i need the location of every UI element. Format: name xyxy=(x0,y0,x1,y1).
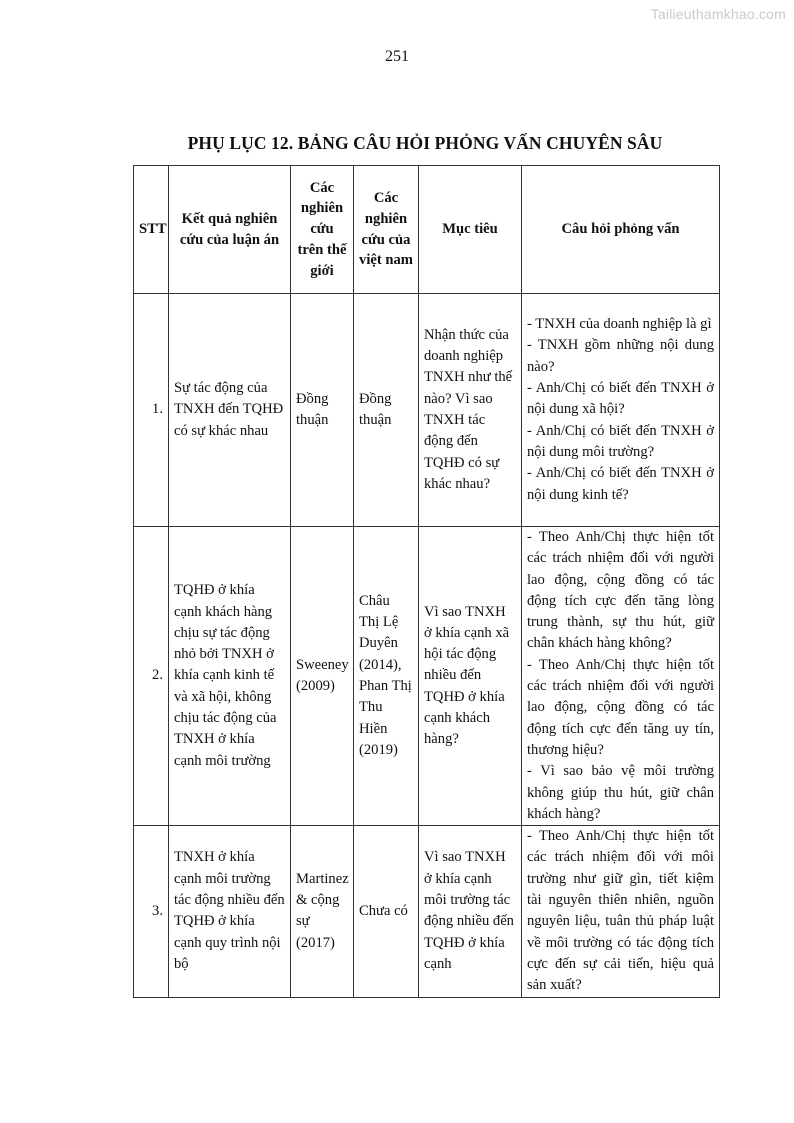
header-stt: STT xyxy=(134,166,169,294)
question-item: - Theo Anh/Chị thực hiện tốt các trách nhiệm đối với người lao động, cộng đồng có tác động tích cực đến tăng lòng trung thành, sự thu hút, giữ chân khách hàng không? xyxy=(527,529,714,652)
question-item: - TNXH gồm những nội dung nào? xyxy=(527,337,714,375)
question-item: - Anh/Chị có biết đến TNXH ở nội dung kinh tế? xyxy=(527,465,714,503)
cell-world-studies: Martinez & cộng sự (2017) xyxy=(291,826,354,997)
interview-questions-table xyxy=(133,165,720,998)
question-item: - Vì sao bảo vệ môi trường không giúp thu hút, giữ chân khách hàng? xyxy=(527,763,714,822)
table-row xyxy=(134,527,720,826)
table-row xyxy=(134,294,720,527)
cell-vietnam-studies: Chưa có xyxy=(354,826,419,997)
watermark: Tailieuthamkhao.com xyxy=(650,6,786,22)
header-result: Kết quả nghiên cứu của luận án xyxy=(169,166,291,294)
cell-vietnam-studies: Châu Thị Lệ Duyên (2014), Phan Thị Thu Hiền (2019) xyxy=(354,527,419,826)
cell-result: TQHĐ ở khía cạnh khách hàng chịu sự tác động nhỏ bởi TNXH ở khía cạnh kinh tế và xã hội, không chịu tác động của TNXH ở khía cạnh môi trường xyxy=(169,527,291,826)
cell-goal: Nhận thức của doanh nghiệp TNXH như thế nào? Vì sao TNXH tác động đến TQHĐ có sự khác nhau? xyxy=(419,294,522,527)
question-item: - TNXH của doanh nghiệp là gì xyxy=(527,316,712,333)
question-item: - Theo Anh/Chị thực hiện tốt các trách nhiệm đối với người lao động, cộng đồng có tác động tích cực đến tăng uy tín, thương hiệu? xyxy=(527,656,714,758)
table-row xyxy=(134,826,720,997)
cell-goal: Vì sao TNXH ở khía cạnh xã hội tác động nhiều đến TQHĐ ở khía cạnh khách hàng? xyxy=(419,527,522,826)
question-item: - Anh/Chị có biết đến TNXH ở nội dung xã hội? xyxy=(527,380,714,418)
cell-world-studies: Đồng thuận xyxy=(291,294,354,527)
cell-vietnam-studies: Đồng thuận xyxy=(354,294,419,527)
table-header-row xyxy=(134,166,720,294)
cell-goal: Vì sao TNXH ở khía cạnh môi trường tác động nhiều đến TQHĐ ở khía cạnh xyxy=(419,826,522,997)
cell-questions xyxy=(522,527,720,826)
cell-questions xyxy=(522,826,720,997)
cell-stt: 1. xyxy=(134,294,169,527)
question-item: - Theo Anh/Chị thực hiện tốt các trách nhiệm đối với môi trường như giữ gìn, tiết kiệm tài nguyên thiên nhiên, nguồn nguyên liệu, tuân thủ pháp luật về môi trường có tác động tích cực đến sự cải tiến, hiệu quả sản xuất? xyxy=(527,828,714,994)
page-number: 251 xyxy=(385,48,409,65)
cell-world-studies: Sweeney (2009) xyxy=(291,527,354,826)
header-world-studies: Các nghiên cứu trên thế giới xyxy=(291,166,354,294)
cell-result: TNXH ở khía cạnh môi trường tác động nhiều đến TQHĐ ở khía cạnh quy trình nội bộ xyxy=(169,826,291,997)
header-vietnam-studies: Các nghiên cứu của việt nam xyxy=(354,166,419,294)
header-questions: Câu hỏi phỏng vấn xyxy=(522,166,720,294)
cell-questions xyxy=(522,294,720,527)
page-title: PHỤ LỤC 12. BẢNG CÂU HỎI PHỎNG VẤN CHUYÊN SÂU xyxy=(187,133,663,153)
cell-stt: 2. xyxy=(134,527,169,826)
header-goal: Mục tiêu xyxy=(419,166,522,294)
cell-result: Sự tác động của TNXH đến TQHĐ có sự khác nhau xyxy=(169,294,291,527)
question-item: - Anh/Chị có biết đến TNXH ở nội dung môi trường? xyxy=(527,422,714,460)
cell-stt: 3. xyxy=(134,826,169,997)
